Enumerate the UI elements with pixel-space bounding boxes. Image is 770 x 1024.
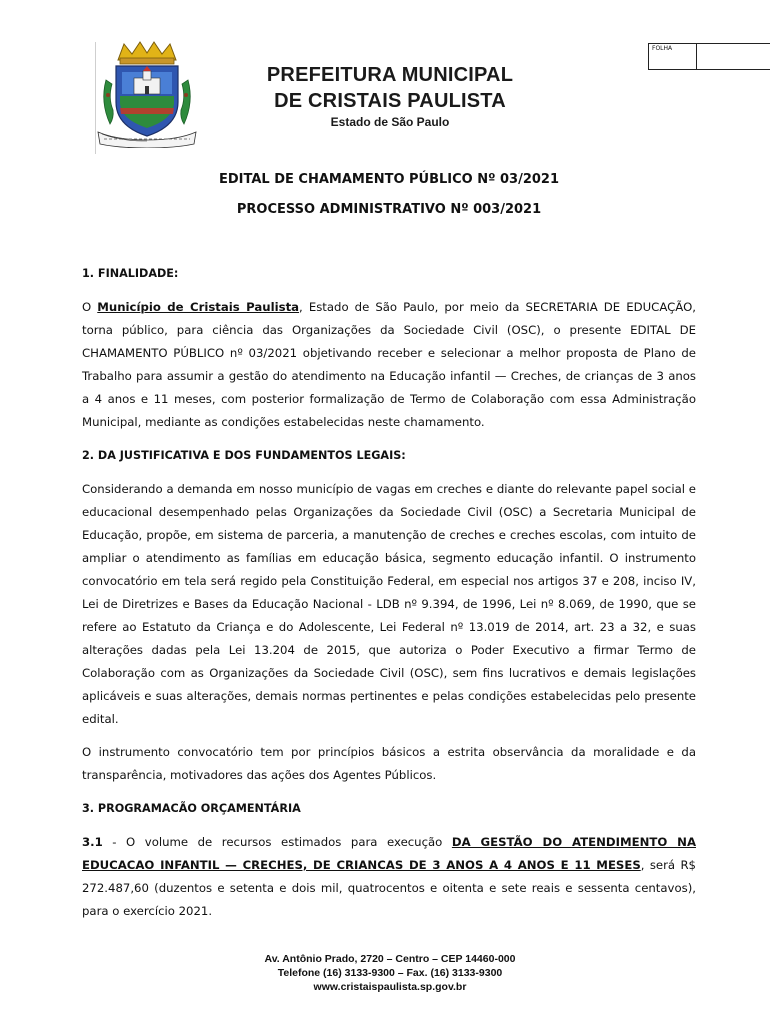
service-description: DA GESTÃO DO ATENDIMENTO NA EDUCACAO INFANTIL — CRECHES, DE CRIANCAS DE 3 ANOS A 4 ANOS E 11 MESES [82,835,696,872]
paragraph-text: , será R$ 272.487,60 (duzentos e setenta e dois mil, quatrocentos e oitenta e sete reais e sessenta centavos), para o exercício 2021. [82,858,696,918]
section-heading-finalidade: 1. FINALIDADE: [82,267,179,280]
document-body [82,262,696,933]
footer-website: www.cristaispaulista.sp.gov.br [313,981,467,993]
paragraph-text: - O volume de recursos estimados para execução [102,835,452,849]
org-state: Estado de São Paulo [330,115,450,129]
document-title: EDITAL DE CHAMAMENTO PÚBLICO Nº 03/2021 [218,172,560,187]
document-subtitle: PROCESSO ADMINISTRATIVO Nº 003/2021 [236,202,542,217]
paragraph-justificativa: Considerando a demanda em nosso município de vagas em creches e diante do relevante papel social e educacional desempenhado pelas Organizações da Sociedade Civil (OSC) a Secretaria Municipal de Educação, propõe, em sistema de parceria, a manutenção de creches e creches escolas, com intuito de ampliar o atendimento as famílias em educação básica, segmento educação infantil. O instrumento convocatório em tela será regido pela Constituição Federal, em especial nos artigos 37 e 208, inciso IV, Lei de Diretrizes e Bases da Educação Nacional - LDB nº 9.394, de 1996, Lei nº 8.069, de 1990, que se refere ao Estatuto da Criança e do Adolescente, Lei Federal nº 13.019 de 2014, art. 23 a 32, e suas alterações dadas pela Lei 13.204 de 2015, que autoriza o Poder Executivo a firmar Termo de Colaboração com as Organizações da Sociedade Civil (OSC), sem fins lucrativos e demais legislações aplicáveis e suas alterações, demais normas pertinentes e pelas condições estabelecidas pelo presente edital. [82,482,696,726]
section-heading-programacao: 3. PROGRAMACÃO ORÇAMENTÁRIA [82,802,301,815]
footer-address: Av. Antônio Prado, 2720 – Centro – CEP 14460-000 [264,953,516,965]
paragraph-text: , Estado de São Paulo, por meio da SECRETARIA DE EDUCAÇÃO, torna público, para ciência das Organizações da Sociedade Civil (OSC), o presente EDITAL DE CHAMAMENTO PÚBLICO nº 03/2021 objetivando receber e selecionar a melhor proposta de Plano de Trabalho para assumir a gestão do atendimento na Educação infantil — Creches, de crianças de 3 anos a 4 anos e 11 meses, com posterior formalização de Termo de Colaboração com essa Administração Municipal, mediante as condições estabelecidas neste chamamento. [82,300,696,429]
municipal-crest-icon [96,40,198,148]
paragraph-principios: O instrumento convocatório tem por princípios básicos a estrita observância da moralidade e da transparência, motivadores das ações dos Agentes Públicos. [82,745,696,782]
municipality-name: Município de Cristais Paulista [97,300,300,314]
org-name-line2: DE CRISTAIS PAULISTA [274,90,506,112]
folha-value [697,44,770,69]
section-heading-justificativa: 2. DA JUSTIFICATIVA E DOS FUNDAMENTOS LEGAIS: [82,449,406,462]
paragraph-programacao [82,831,696,923]
org-name-line1: PREFEITURA MUNICIPAL [266,64,514,86]
paragraph-finalidade [82,296,696,434]
item-number: 3.1 [82,835,103,849]
paragraph-prefix: O [82,300,98,314]
folha-label: FOLHA [649,44,697,69]
footer-phones: Telefone (16) 3133-9300 – Fax. (16) 3133-9300 [277,967,503,979]
folha-box [648,43,770,70]
